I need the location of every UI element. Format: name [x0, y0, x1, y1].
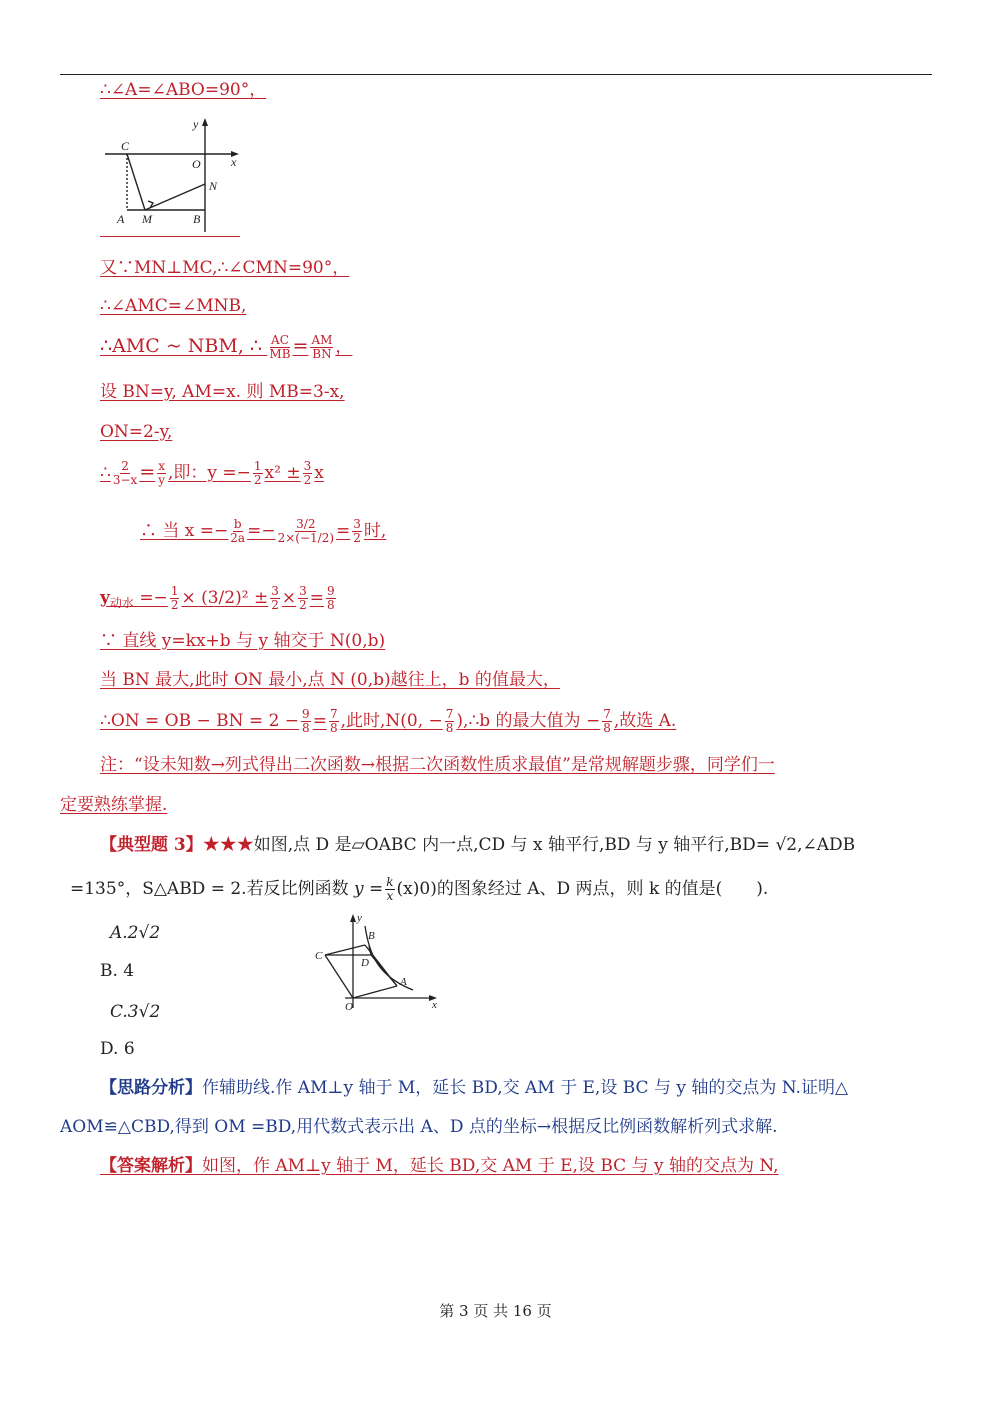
solution-line-2: 又∵MN⊥MC,∴∠CMN=90°，	[100, 258, 350, 278]
fraction: $\frac{3}{2}$	[299, 584, 307, 612]
analysis-line-2: AOM≌△CBD,得到 OM =BD,用代数式表示出 A、D 点的坐标→根据反比例函数解析列式求解.	[60, 1117, 778, 1137]
note-line-2: 定要熟练掌握.	[60, 795, 168, 815]
solution-line-10: ∵ 直线 y=kx+b 与 y 轴交于 N(0,b)	[100, 631, 386, 651]
fraction: $\frac{3/2}{2\times(-1/2)}$	[277, 517, 335, 545]
problem-line-2: =135°，S△ABD = 2.若反比例函数 y = $\frac{k}{x}$ (x)0)的图象经过 A、D 两点，则 k 的值是( ).	[70, 875, 769, 903]
label-o: O	[192, 157, 201, 171]
fraction: $\frac{1}{2}$	[170, 584, 179, 612]
solution-line-1: ∴∠A=∠ABO=90°，	[100, 80, 267, 100]
fraction: $\frac{3}{2}$	[303, 459, 312, 487]
fraction: $\frac{3}{2}$	[271, 584, 279, 612]
fraction: $\frac{b}{2a}$	[230, 517, 246, 545]
fraction: $\frac{7}{8}$	[603, 707, 611, 735]
option-b[interactable]: B. 4	[100, 961, 135, 981]
label-y: y	[357, 912, 362, 924]
solution-line-7: ∴ $\frac{2}{3-x}$ = $\frac{x}{y}$ ,即：y =− $\frac{1}{2}$ x² ± $\frac{3}{2}$ x	[100, 459, 324, 487]
label-c: C	[315, 950, 323, 962]
fraction: $\frac{7}{8}$	[445, 707, 454, 735]
analysis-text: 作辅助线.作 AM⊥y 轴于 M，延长 BD,交 AM 于 E,设 BC 与 y 轴的交点为 N.证明△	[202, 1078, 849, 1098]
solution-line-8: ∴ 当 x =− $\frac{b}{2a}$ =− $\frac{3/2}{2\times(-1/2)}$ = $\frac{3}{2}$ 时,	[140, 517, 387, 545]
label-c: C	[121, 139, 130, 153]
fraction: $\frac{7}{8}$	[329, 707, 338, 735]
note-line-1: 注：“设未知数→列式得出二次函数→根据二次函数性质求最值”是常规解题步骤，同学们一	[100, 755, 775, 775]
problem-tag: 【典型题 3】	[100, 835, 203, 855]
solution-line-12: ∴ON = OB − BN = 2 − $\frac{9}{8}$ = $\frac{7}{8}$ ,此时,N(0, − $\frac{7}{8}$ ),∴b 的最大值为 − $\frac{7}{8}$ ,故选 A.	[100, 707, 677, 735]
fraction: $\frac{x}{y}$	[158, 459, 165, 487]
difficulty-stars: ★★★	[202, 835, 254, 855]
answer-tag: 【答案解析】	[100, 1156, 202, 1176]
solution-line-4: ∴AMC ~ NBM, ∴ $\frac{AC}{MB}$ = $\frac{AM}{BN}$ ，	[100, 333, 353, 361]
answer-line-1	[100, 1154, 779, 1178]
problem-text: 如图,点 D 是▱OABC 内一点,CD 与 x 轴平行,BD 与 y 轴平行,BD= √2,∠ADB	[253, 835, 856, 855]
analysis-line-1	[100, 1076, 848, 1100]
answer-text: 如图，作 AM⊥y 轴于 M，延长 BD,交 AM 于 E,设 BC 与 y 轴的交点为 N,	[202, 1156, 779, 1176]
figure-underline	[100, 236, 240, 237]
problem-line-1	[100, 833, 855, 857]
label-o: O	[345, 1001, 353, 1013]
solution-line-6: ON=2-y,	[100, 422, 173, 442]
label-n: N	[209, 179, 218, 193]
label-d: D	[361, 957, 369, 969]
solution-line-5: 设 BN=y, AM=x. 则 MB=3-x,	[100, 382, 345, 402]
fraction: $\frac{AC}{MB}$	[269, 333, 291, 361]
analysis-tag: 【思路分析】	[100, 1078, 202, 1098]
label-a: A	[400, 976, 407, 988]
fraction: $\frac{k}{x}$	[386, 875, 394, 903]
option-d[interactable]: D. 6	[100, 1039, 135, 1059]
option-c[interactable]: C.3√2	[110, 1002, 161, 1022]
label-y: y	[193, 117, 199, 131]
label-x: x	[432, 999, 437, 1011]
page-footer: 第 3 页 共 16 页	[439, 1302, 552, 1320]
fraction: $\frac{2}{3-x}$	[112, 459, 138, 487]
label-a: A	[117, 212, 125, 226]
label-x: x	[231, 155, 237, 169]
solution-line-11: 当 BN 最大,此时 ON 最小,点 N (0,b)越往上，b 的值最大，	[100, 670, 560, 690]
solution-line-3: ∴∠AMC=∠MNB,	[100, 296, 247, 316]
fraction: $\frac{9}{8}$	[302, 707, 310, 735]
figure-rectangle-diagram	[100, 112, 245, 237]
text: ∴AMC ~ NBM, ∴	[100, 335, 263, 357]
fraction: $\frac{9}{8}$	[326, 584, 335, 612]
fraction: $\frac{1}{2}$	[253, 459, 262, 487]
fraction: $\frac{AM}{BN}$	[311, 333, 333, 361]
label-b: B	[193, 212, 201, 226]
fraction: $\frac{3}{2}$	[353, 517, 361, 545]
option-a[interactable]: A.2√2	[110, 923, 161, 943]
solution-line-9: $y_{动水}$ =− $\frac{1}{2}$ × (3/2)² ± $\frac{3}{2}$ × $\frac{3}{2}$ = $\frac{9}{8}$	[100, 584, 335, 612]
header-rule	[60, 74, 932, 75]
figure-parallelogram-diagram	[305, 908, 445, 1013]
label-m: M	[142, 212, 152, 226]
label-b: B	[368, 930, 375, 942]
